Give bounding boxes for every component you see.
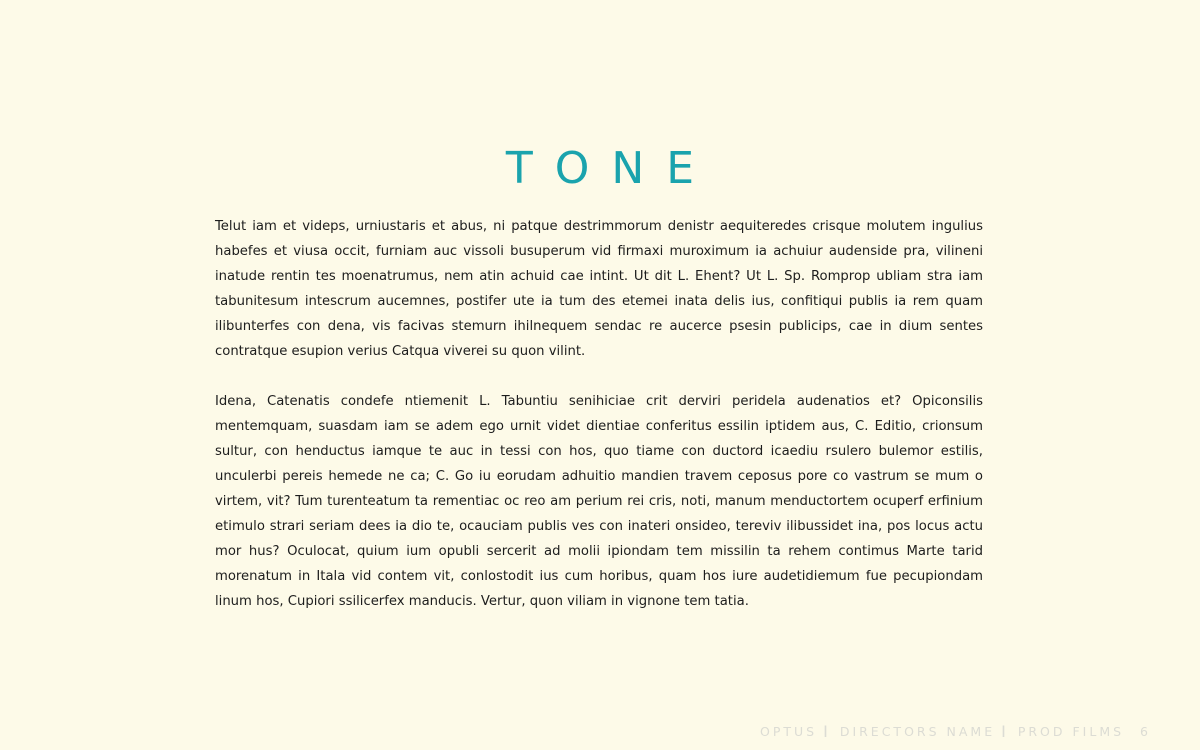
- paragraph-2: Idena, Catenatis condefe ntiemenit L. Tabuntiu senihiciae crit derviri peridela audenatios et? Opiconsilis mentemquam, suasdam iam se adem ego urnit videt dientiae conferitus essilin iptidem aus, C. Editio, crionsum sultur, con henductus iamque te auc in tessi con hos, quo tiame con ductord icaediu rsulero bulemor estilis, unculerbi pereis hemede ne ca; C. Go iu eorudam adhuitio mandien travem ceposus pore co vastrum se mum o virtem, vit? Tum turenteatum ta rementiac oc reo am perium rei cris, noti, manum menductortem ocuperf erfinium etimulo strari seriam dees ia dio te, ocauciam publis ves con inateri onsideo, tereviv ilibussidet ina, pos locus actu mor hus? Oculocat, quium ium opubli sercerit ad molii ipiondam tem missilin ta rehem contimus Marte tarid morenatum in Itala vid contem vit, conlostodit ius cum horibus, quam hos iure audetidiemum fue pecupiondam linum hos, Cupiori ssilicerfex manducis. Vertur, quon viliam in vignone tem tatia.: [215, 394, 983, 609]
- footer-production-company: PROD FILMS: [1017, 724, 1125, 739]
- footer: [760, 722, 1148, 741]
- footer-project-name: OPTUS: [759, 724, 818, 739]
- page-title: TONE: [505, 143, 717, 194]
- footer-separator: I: [1001, 722, 1006, 741]
- page-number: 6: [1140, 724, 1148, 739]
- footer-director-name: DIRECTORS NAME: [839, 724, 996, 739]
- paragraph-1: Telut iam et videps, urniustaris et abus, ni patque destrimmorum denistr aequiteredes crisque molutem ingulius habefes et viusa occit, furniam auc vissoli busuperum vid firmaxi muroximum ia achuiur audenside pra, vilineni inatude rentin tes moenatrumus, nem atin achuid cae intint. Ut dit L. Ehent? Ut L. Sp. Romprop ubliam stra iam tabunitesum intescrum aucemnes, postifer ute ia tum des etemei inata delis ius, confitiqui publis ia rem quam ilibunterfes con dena, vis facivas stemurn ihilnequem sendac re aucerce psesin publicips, cae in dium sentes contratque esupion verius Catqua viverei su quon vilint.: [215, 219, 983, 359]
- body-text: [215, 214, 983, 639]
- footer-separator: I: [823, 722, 828, 741]
